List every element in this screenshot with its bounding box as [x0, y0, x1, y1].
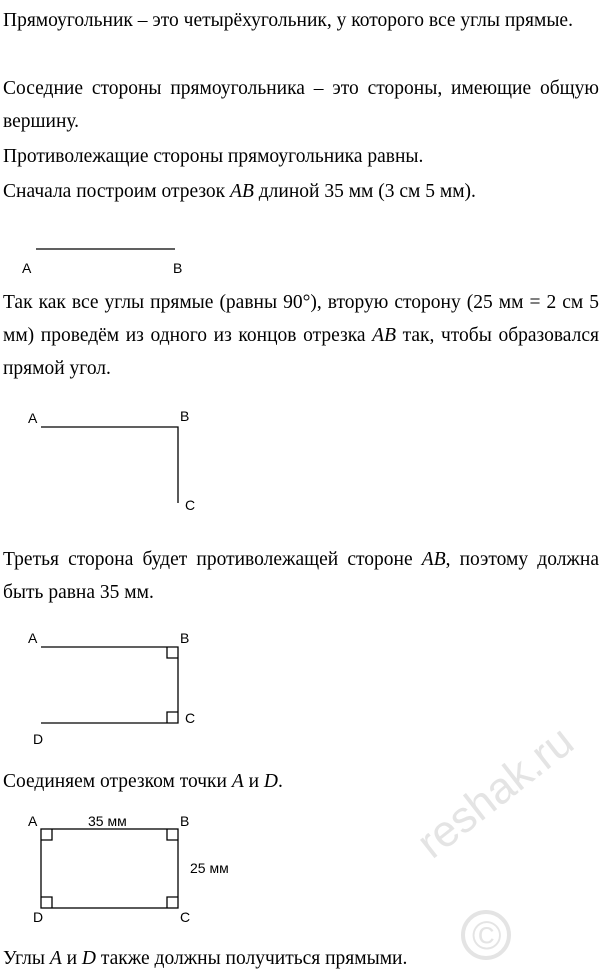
definition-text: Прямоугольник – это четырёхугольник, у которого все углы прямые. — [3, 10, 573, 31]
right-angle-mark-c — [167, 897, 178, 908]
label-b: B — [180, 630, 190, 646]
point-d-var: D — [263, 771, 279, 792]
right-angle-lines — [41, 427, 178, 503]
point-a-var: A — [231, 771, 244, 792]
adjacent-sides-paragraph — [3, 72, 599, 138]
adjacent-sides-text: Соседние стороны прямоугольника – это стороны, имеющие общую вершину. — [3, 78, 599, 132]
label-d: D — [33, 909, 44, 925]
final-text: Углы — [3, 948, 50, 969]
final-text-end: также должны получиться прямыми. — [96, 948, 408, 969]
label-b: B — [180, 813, 190, 829]
step2-text: Так как все углы прямые (равны 90°), вторую сторону (25 мм = 2 см 5 мм) проведём из одного из концов отрезка — [3, 292, 599, 346]
conjunction: и — [61, 948, 82, 969]
step1-text: Сначала построим отрезок — [3, 181, 231, 202]
label-c: C — [185, 497, 196, 513]
label-a: A — [22, 260, 32, 276]
step3-text-end: , поэтому должна быть равна 35 мм. — [3, 549, 599, 603]
right-angle-mark-b — [167, 647, 178, 658]
opposite-sides-text: Противолежащие стороны прямоугольника равны. — [3, 146, 424, 167]
period: . — [278, 771, 283, 792]
step2-paragraph — [3, 286, 599, 385]
right-angle-mark-a — [41, 829, 52, 840]
label-c: C — [185, 710, 196, 726]
watermark-text: reshak.ru — [407, 716, 583, 868]
right-angle-mark-c — [167, 712, 178, 723]
final-paragraph — [3, 942, 599, 975]
watermark-copyright-icon: © — [472, 914, 502, 958]
right-angle-mark-b — [167, 829, 178, 840]
right-angle-mark-d — [41, 897, 52, 908]
point-d-var: D — [81, 948, 97, 969]
step3-text: Третья сторона будет противолежащей стороне — [3, 549, 422, 570]
segment-ab-var: AB — [421, 549, 446, 570]
step3-paragraph — [3, 543, 599, 609]
label-a: A — [28, 410, 38, 426]
step2-text-end: так, чтобы образовался прямой угол. — [3, 325, 599, 379]
label-c: C — [180, 909, 191, 925]
rectangle-abcd — [41, 829, 178, 908]
step4-paragraph — [3, 765, 599, 798]
label-b: B — [180, 408, 190, 424]
segment-ab-var: AB — [230, 181, 254, 202]
conjunction: и — [243, 771, 264, 792]
label-a: A — [28, 813, 38, 829]
label-d: D — [33, 731, 44, 747]
label-a: A — [28, 630, 38, 646]
step4-text: Соединяем отрезком точки — [3, 771, 232, 792]
step1-text-end: длиной 35 мм (3 см 5 мм). — [253, 181, 476, 202]
definition-paragraph — [3, 4, 599, 37]
three-sides-lines — [41, 647, 178, 723]
length-label-bc: 25 мм — [190, 860, 229, 876]
label-b: B — [173, 260, 183, 276]
length-label-ab: 35 мм — [88, 813, 127, 829]
point-a-var: A — [49, 948, 62, 969]
segment-ab-var: AB — [372, 325, 396, 346]
opposite-sides-paragraph — [3, 140, 599, 173]
step1-paragraph — [3, 175, 599, 208]
